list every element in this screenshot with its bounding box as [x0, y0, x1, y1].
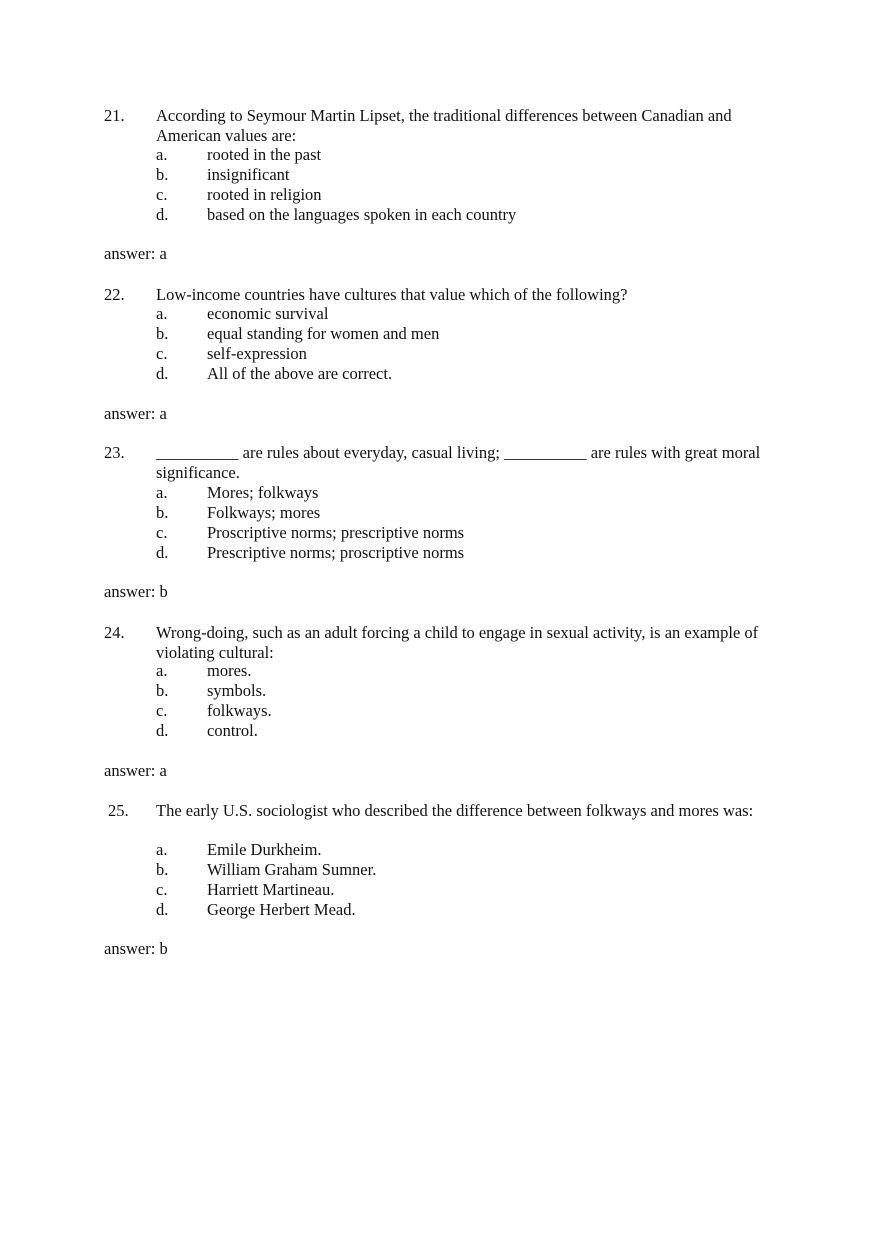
- option-letter: b.: [156, 324, 169, 343]
- option-letter: b.: [156, 860, 169, 879]
- option-text: George Herbert Mead.: [207, 900, 356, 919]
- option-letter: c.: [156, 185, 168, 204]
- option-c: [156, 523, 776, 543]
- option-a: [156, 304, 776, 324]
- option-letter: b.: [156, 503, 169, 522]
- question-text: Wrong-doing, such as an adult forcing a child to engage in sexual activity, is an example of violating cultural:: [156, 623, 759, 662]
- option-text: equal standing for women and men: [207, 324, 440, 343]
- answer-22: answer: a: [104, 404, 167, 423]
- question-number: 21.: [104, 106, 125, 125]
- option-letter: c.: [156, 344, 168, 363]
- option-letter: d.: [156, 364, 169, 383]
- option-letter: a.: [156, 483, 168, 502]
- option-text: Prescriptive norms; proscriptive norms: [207, 543, 465, 562]
- option-text: symbols.: [207, 681, 267, 700]
- option-d: [156, 543, 776, 563]
- question-text: Low-income countries have cultures that value which of the following?: [156, 285, 628, 304]
- answer-24: answer: a: [104, 761, 167, 780]
- option-letter: d.: [156, 543, 169, 562]
- answer-options: [156, 840, 776, 920]
- option-a: [156, 145, 776, 165]
- question-number: 23.: [104, 443, 125, 462]
- option-c: [156, 344, 776, 364]
- option-text: based on the languages spoken in each country: [207, 205, 517, 224]
- option-letter: a.: [156, 661, 168, 680]
- question-text: The early U.S. sociologist who described the difference between folkways and mores was:: [156, 801, 754, 820]
- option-c: [156, 185, 776, 205]
- answer-options: [156, 661, 776, 741]
- option-d: [156, 721, 776, 741]
- option-text: Folkways; mores: [207, 503, 321, 522]
- option-text: self-expression: [207, 344, 307, 363]
- question-text: According to Seymour Martin Lipset, the traditional differences between Canadian and American values are:: [156, 106, 732, 145]
- answer-21: answer: a: [104, 244, 167, 263]
- option-text: Mores; folkways: [207, 483, 319, 502]
- option-letter: b.: [156, 681, 169, 700]
- question-number: 22.: [104, 285, 125, 304]
- option-text: folkways.: [207, 701, 272, 720]
- answer-25: answer: b: [104, 939, 168, 958]
- option-letter: d.: [156, 721, 169, 740]
- option-letter: a.: [156, 304, 168, 323]
- option-text: mores.: [207, 661, 252, 680]
- option-letter: b.: [156, 165, 169, 184]
- option-a: [156, 661, 776, 681]
- option-d: [156, 900, 776, 920]
- option-b: [156, 860, 776, 880]
- option-letter: a.: [156, 145, 168, 164]
- option-letter: c.: [156, 880, 168, 899]
- option-c: [156, 701, 776, 721]
- answer-options: [156, 304, 776, 384]
- option-text: economic survival: [207, 304, 329, 323]
- option-b: [156, 165, 776, 185]
- option-text: control.: [207, 721, 258, 740]
- option-text: insignificant: [207, 165, 290, 184]
- option-text: William Graham Sumner.: [207, 860, 377, 879]
- option-d: [156, 364, 776, 384]
- option-b: [156, 681, 776, 701]
- option-b: [156, 324, 776, 344]
- option-d: [156, 205, 776, 225]
- option-a: [156, 483, 776, 503]
- option-letter: d.: [156, 205, 169, 224]
- question-number: 25.: [108, 801, 129, 820]
- option-c: [156, 880, 776, 900]
- option-text: rooted in religion: [207, 185, 322, 204]
- answer-23: answer: b: [104, 582, 168, 601]
- question-text: __________ are rules about everyday, casual living; __________ are rules with great moral significance.: [156, 443, 761, 482]
- option-b: [156, 503, 776, 523]
- answer-options: [156, 145, 776, 225]
- option-text: rooted in the past: [207, 145, 322, 164]
- option-letter: a.: [156, 840, 168, 859]
- option-a: [156, 840, 776, 860]
- option-text: Proscriptive norms; prescriptive norms: [207, 523, 465, 542]
- option-text: Emile Durkheim.: [207, 840, 322, 859]
- question-number: 24.: [104, 623, 125, 642]
- option-text: Harriett Martineau.: [207, 880, 335, 899]
- option-text: All of the above are correct.: [207, 364, 393, 383]
- option-letter: d.: [156, 900, 169, 919]
- option-letter: c.: [156, 523, 168, 542]
- answer-options: [156, 483, 776, 563]
- option-letter: c.: [156, 701, 168, 720]
